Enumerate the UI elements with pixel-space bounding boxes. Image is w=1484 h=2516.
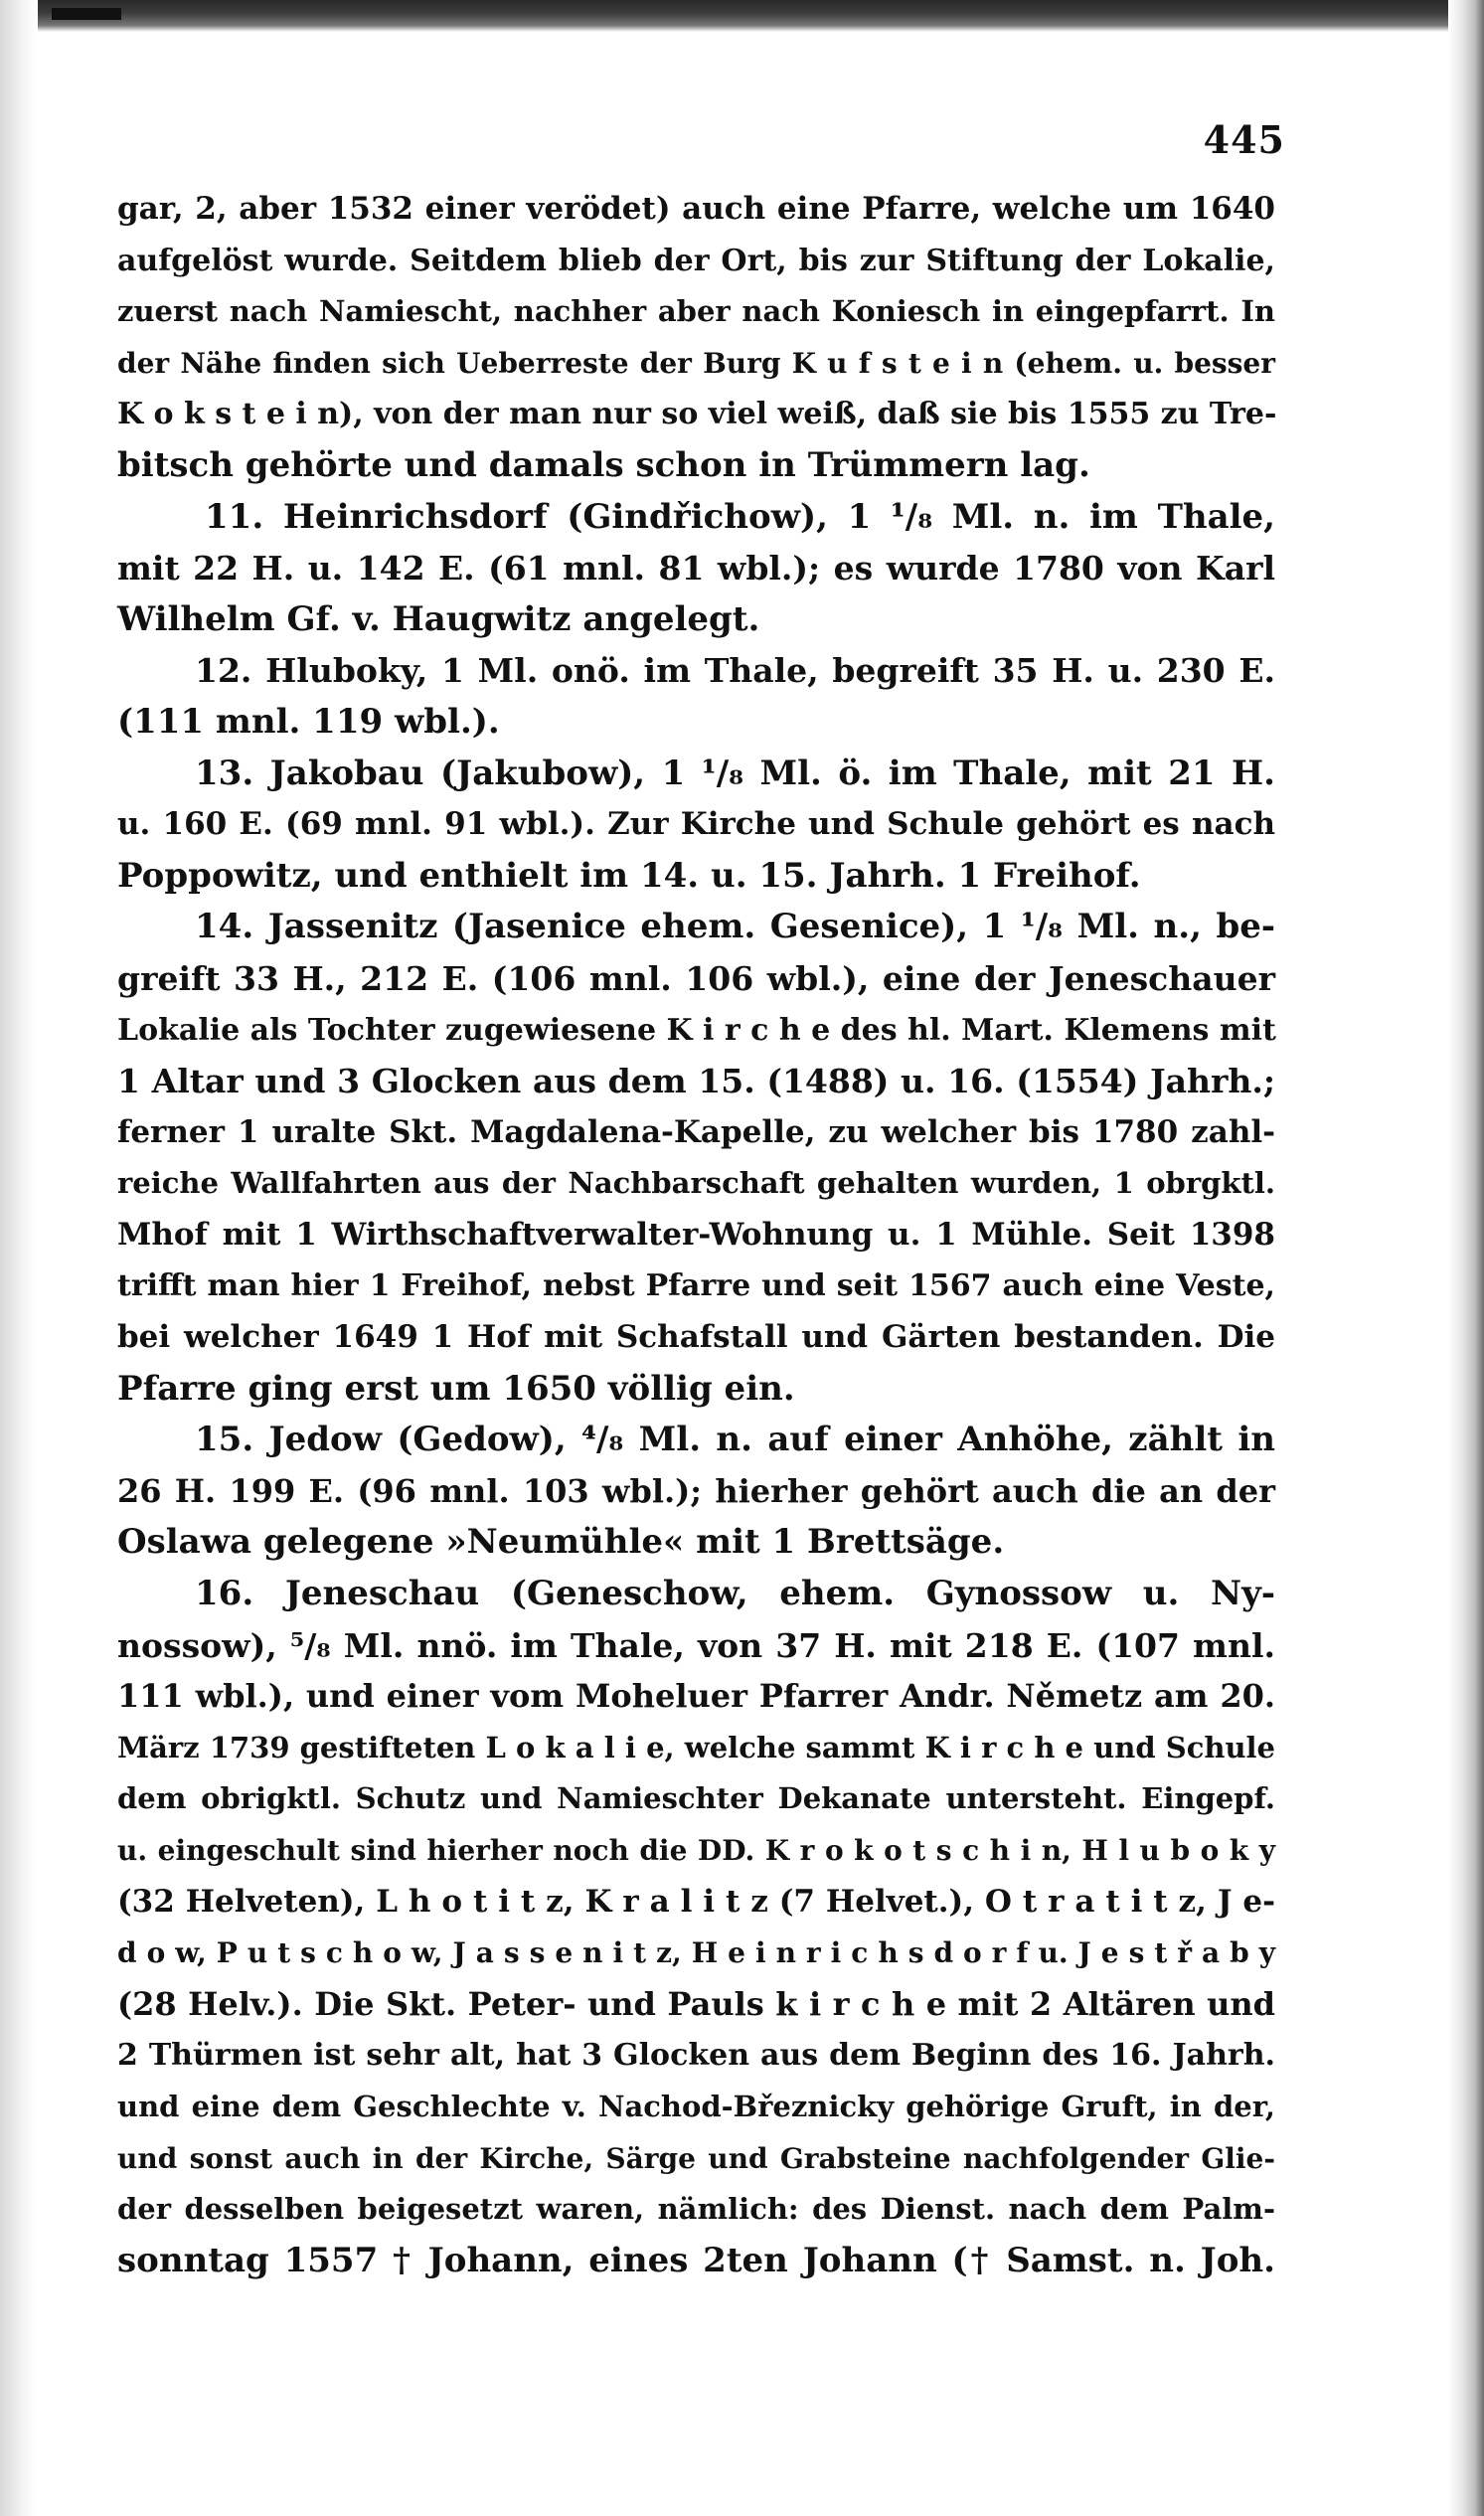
text-line: nossow), ⁵/₈ Ml. nnö. im Thale, von 37 H. mit 218 E. (107 mnl.	[117, 1625, 1275, 1665]
text-line: u. 160 E. (69 mnl. 91 wbl.). Zur Kirche und Schule gehört es nach	[117, 806, 1275, 843]
text-line: 2 Thürmen ist sehr alt, hat 3 Glocken aus dem Beginn des 16. Jahrh.	[117, 2038, 1275, 2074]
text-line: K o k s t e i n), von der man nur so viel weiß, daß sie bis 1555 zu Tre-	[117, 397, 1277, 432]
text-line: mit 22 H. u. 142 E. (61 mnl. 81 wbl.); es wurde 1780 von Karl	[117, 549, 1275, 588]
text-line: ferner 1 uralte Skt. Magdalena-Kapelle, zu welcher bis 1780 zahl-	[117, 1113, 1275, 1150]
text-line: 14. Jassenitz (Jasenice ehem. Gesenice), 1 ¹/₈ Ml. n., be-	[195, 907, 1275, 947]
text-line: und eine dem Geschlechte v. Nachod-Březnicky gehörige Gruft, in der,	[117, 2089, 1275, 2123]
text-line: sonntag 1557 † Johann, eines 2ten Johann († Samst. n. Joh.	[117, 2240, 1275, 2280]
text-line: und sonst auch in der Kirche, Särge und Grabsteine nachfolgender Glie-	[117, 2141, 1275, 2175]
text-line: 12. Hluboky, 1 Ml. onö. im Thale, begreift 35 H. u. 230 E.	[195, 651, 1275, 691]
text-line: 1 Altar und 3 Glocken aus dem 15. (1488) u. 16. (1554) Jahrh.;	[117, 1062, 1275, 1101]
text-line: dem obrigktl. Schutz und Namieschter Dekanate untersteht. Eingepf.	[117, 1781, 1275, 1816]
text-line: u. eingeschult sind hierher noch die DD. K r o k o t s c h i n, H l u b o k y	[117, 1834, 1275, 1867]
text-line: 26 H. 199 E. (96 mnl. 103 wbl.); hierher gehört auch die an der	[117, 1471, 1275, 1510]
text-line: der Nähe finden sich Ueberreste der Burg K u f s t e i n (ehem. u. besser	[117, 346, 1275, 380]
text-line: Pfarre ging erst um 1650 völlig ein.	[117, 1368, 795, 1409]
text-line: der desselben beigesetzt waren, nämlich: des Dienst. nach dem Palm-	[117, 2192, 1275, 2227]
scan-corner-mark	[52, 8, 121, 20]
text-line: 15. Jedow (Gedow), ⁴/₈ Ml. n. auf einer Anhöhe, zählt in	[195, 1420, 1275, 1460]
page-text-block	[117, 184, 1275, 2286]
text-line: bei welcher 1649 1 Hof mit Schafstall und Gärten bestanden. Die	[117, 1319, 1275, 1356]
text-line: Lokalie als Tochter zugewiesene K i r c h e des hl. Mart. Klemens mit	[117, 1012, 1276, 1048]
text-line: Mhof mit 1 Wirthschaftverwalter-Wohnung u. 1 Mühle. Seit 1398	[117, 1216, 1275, 1253]
text-line: (111 mnl. 119 wbl.).	[117, 701, 500, 742]
text-line: 111 wbl.), und einer vom Moheluer Pfarrer Andr. Němetz am 20.	[117, 1677, 1275, 1716]
text-line: trifft man hier 1 Freihof, nebst Pfarre und seit 1567 auch eine Veste,	[117, 1268, 1275, 1304]
text-line: zuerst nach Namiescht, nachher aber nach Koniesch in eingepfarrt. In	[117, 294, 1275, 329]
text-line: gar, 2, aber 1532 einer verödet) auch eine Pfarre, welche um 1640	[117, 191, 1275, 227]
text-line: greift 33 H., 212 E. (106 mnl. 106 wbl.), eine der Jeneschauer	[117, 958, 1275, 998]
scan-border-top	[0, 0, 1484, 32]
text-line: aufgelöst wurde. Seitdem blieb der Ort, bis zur Stiftung der Lokalie,	[117, 243, 1275, 278]
scan-border-right	[1448, 0, 1484, 2516]
page-number: 445	[1203, 117, 1285, 162]
scan-border-left	[0, 0, 38, 2516]
text-line: Oslawa gelegene »Neumühle« mit 1 Brettsäge.	[117, 1522, 1005, 1563]
text-line: (28 Helv.). Die Skt. Peter- und Pauls k i r c h e mit 2 Altären und	[117, 1984, 1275, 2023]
text-line: Wilhelm Gf. v. Haugwitz angelegt.	[117, 598, 760, 639]
text-line: 11. Heinrichsdorf (Gindřichow), 1 ¹/₈ Ml. n. im Thale,	[205, 496, 1275, 537]
text-line: 16. Jeneschau (Geneschow, ehem. Gynossow u. Ny-	[195, 1574, 1275, 1614]
text-line: d o w, P u t s c h o w, J a s s e n i t z, H e i n r i c h s d o r f u. J e s t ř a b y	[117, 1936, 1275, 1970]
text-line: März 1739 gestifteten L o k a l i e, welche sammt K i r c h e und Schule	[117, 1730, 1275, 1764]
text-line: bitsch gehörte und damals schon in Trümmern lag.	[117, 444, 1090, 485]
text-line: 13. Jakobau (Jakubow), 1 ¹/₈ Ml. ö. im Thale, mit 21 H.	[195, 753, 1275, 793]
text-line: Poppowitz, und enthielt im 14. u. 15. Jahrh. 1 Freihof.	[117, 855, 1141, 896]
text-line: (32 Helveten), L h o t i t z, K r a l i t z (7 Helvet.), O t r a t i t z, J e-	[117, 1883, 1275, 1920]
text-line: reiche Wallfahrten aus der Nachbarschaft gehalten wurden, 1 obrgktl.	[117, 1166, 1275, 1201]
